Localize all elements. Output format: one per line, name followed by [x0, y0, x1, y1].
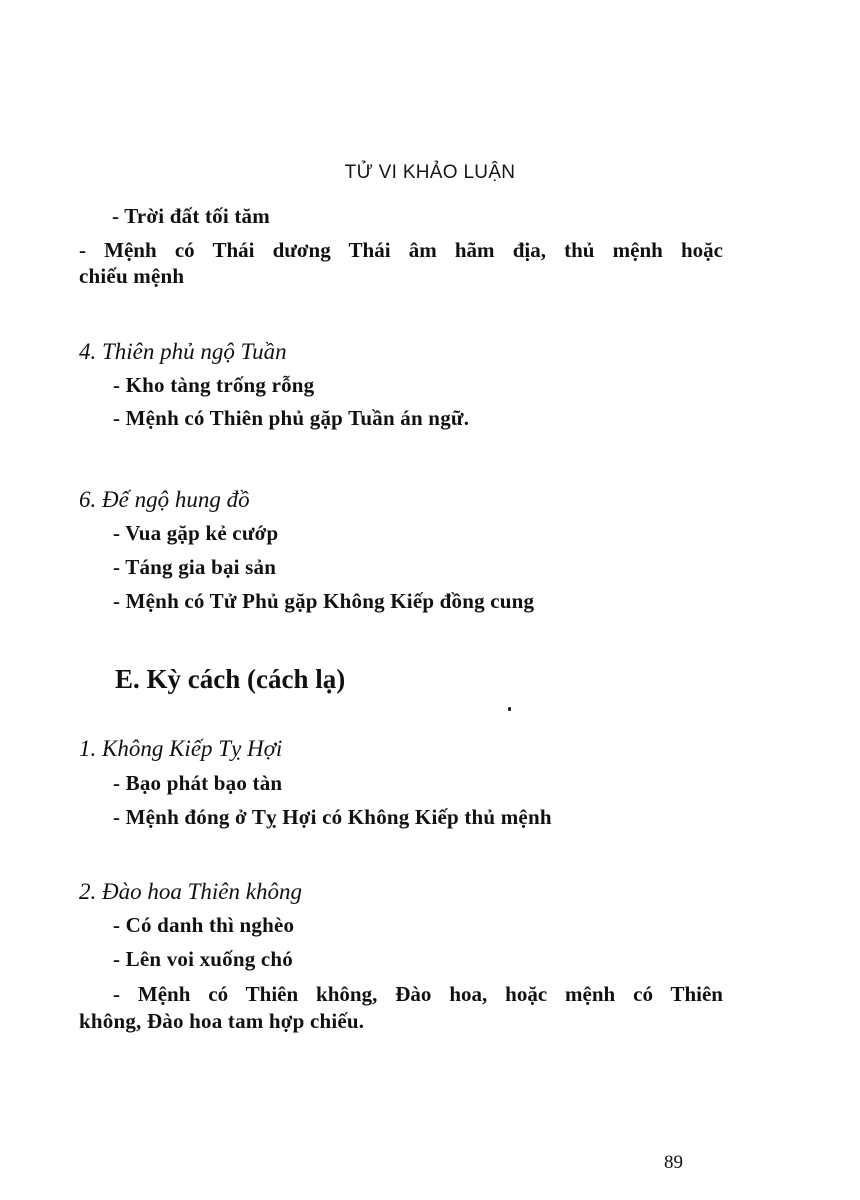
page-number: 89 [664, 1152, 683, 1173]
item-title: 2. Đào hoa Thiên không [79, 879, 302, 904]
scan-speck [508, 707, 511, 711]
running-head: TỬ VI KHẢO LUẬN [344, 162, 516, 183]
body-line: - Có danh thì nghèo [113, 913, 295, 937]
body-line: - Mệnh có Thái dương Thái âm hãm địa, thủ mệnh hoặc [79, 238, 723, 262]
body-line: - Táng gia bại sản [113, 555, 277, 579]
body-line: chiếu mệnh [79, 264, 185, 288]
body-line: - Vua gặp kẻ cướp [113, 521, 279, 545]
body-line: - Bạo phát bạo tàn [113, 771, 283, 795]
body-line: - Trời đất tối tăm [112, 204, 270, 228]
item-title: 4. Thiên phủ ngộ Tuần [79, 339, 287, 364]
item-title: 6. Đế ngộ hung đồ [79, 487, 250, 512]
body-line: - Mệnh có Thiên phủ gặp Tuần án ngữ. [113, 406, 470, 430]
body-line: - Mệnh có Thiên không, Đào hoa, hoặc mệnh có Thiên [113, 982, 723, 1006]
item-title: 1. Không Kiếp Tỵ Hợi [79, 736, 283, 761]
body-line: - Kho tàng trống rỗng [113, 373, 315, 397]
body-line: không, Đào hoa tam hợp chiếu. [79, 1009, 365, 1033]
body-line: - Mệnh đóng ở Tỵ Hợi có Không Kiếp thủ mệnh [113, 805, 552, 829]
body-line: - Lên voi xuống chó [113, 947, 293, 971]
body-line: - Mệnh có Tử Phủ gặp Không Kiếp đồng cung [113, 589, 535, 613]
section-heading: E. Kỳ cách (cách lạ) [115, 664, 346, 694]
